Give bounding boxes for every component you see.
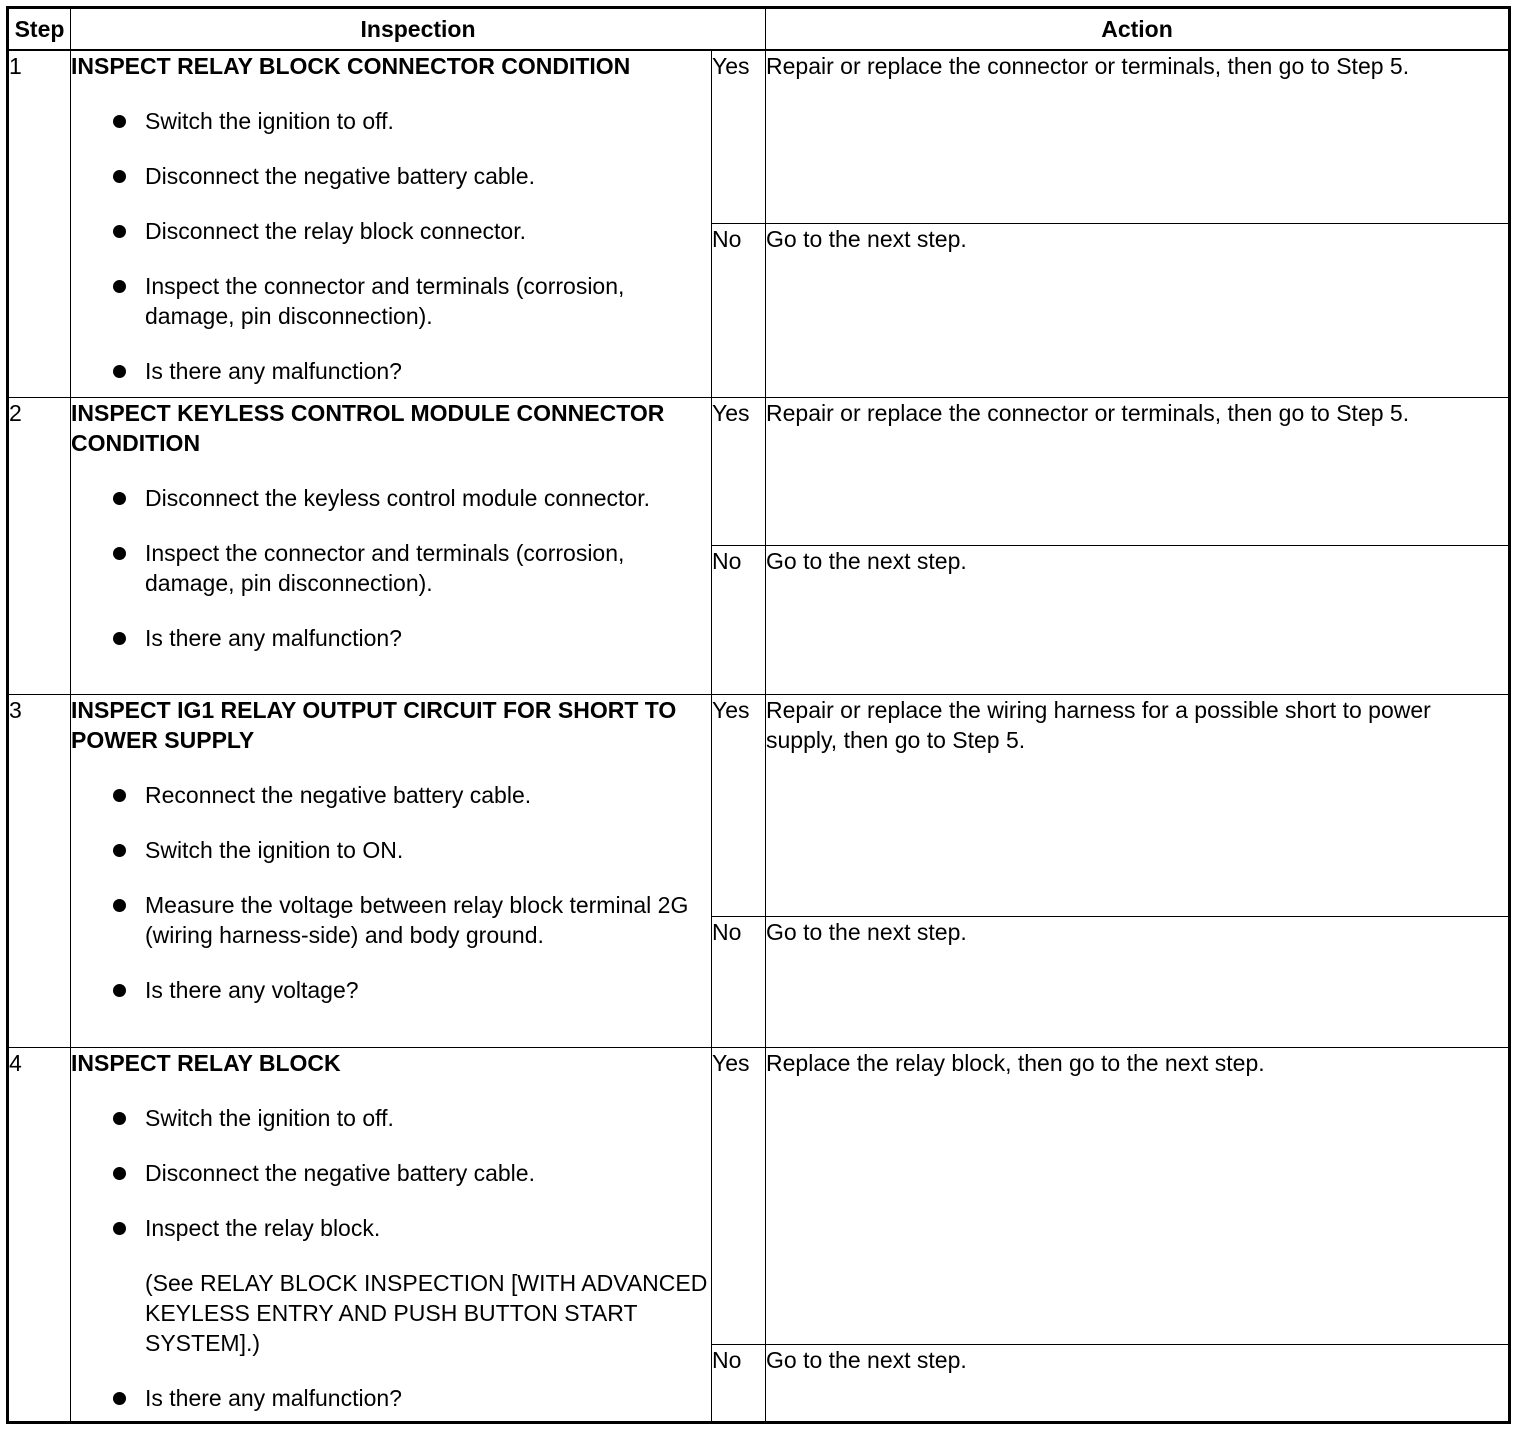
reference-note: (See RELAY BLOCK INSPECTION [WITH ADVANCED KEYLESS ENTRY AND PUSH BUTTON START SYSTEM].) (145, 1269, 708, 1356)
header-step: Step (8, 8, 71, 51)
yes-action: Repair or replace the connector or terminals, then go to Step 5. (766, 397, 1510, 545)
step-3-yes-row (8, 695, 1510, 917)
bullet-item: Switch the ignition to ON. (71, 835, 711, 865)
bullet-item: Disconnect the relay block connector. (71, 216, 711, 246)
inspection-title: INSPECT RELAY BLOCK (71, 1049, 341, 1076)
inspection-title: INSPECT IG1 RELAY OUTPUT CIRCUIT FOR SHORT TO POWER SUPPLY (71, 697, 677, 754)
inspection-bullets (71, 483, 711, 653)
step-1-yes-row (8, 50, 1510, 223)
no-action: Go to the next step. (766, 917, 1510, 1047)
bullet-item: Is there any malfunction? (71, 623, 711, 653)
step-number: 3 (8, 695, 71, 1047)
diagnostic-table (6, 6, 1511, 1424)
no-action: Go to the next step. (766, 546, 1510, 695)
bullet-item: Is there any voltage? (71, 975, 711, 1005)
inspection-cell (71, 695, 712, 1047)
no-label: No (712, 223, 766, 397)
inspection-cell (71, 1047, 712, 1422)
yes-action: Repair or replace the wiring harness for a possible short to power supply, then go to Step 5. (766, 695, 1510, 917)
bullet-item: Inspect the connector and terminals (corrosion, damage, pin disconnection). (71, 271, 711, 331)
bullet-item: Measure the voltage between relay block terminal 2G (wiring harness-side) and body ground. (71, 890, 711, 950)
bullet-item: Disconnect the negative battery cable. (71, 161, 711, 191)
bullet-item: Is there any malfunction? (71, 356, 711, 386)
bullet-item: Switch the ignition to off. (71, 106, 711, 136)
header-row (8, 8, 1510, 51)
inspection-cell (71, 50, 712, 397)
step-2-yes-row (8, 397, 1510, 545)
no-label: No (712, 917, 766, 1047)
yes-label: Yes (712, 695, 766, 917)
no-label: No (712, 546, 766, 695)
step-4-yes-row (8, 1047, 1510, 1344)
bullet-item: Disconnect the keyless control module connector. (71, 483, 711, 513)
inspection-bullets (71, 106, 711, 386)
header-inspection: Inspection (71, 8, 766, 51)
inspection-title: INSPECT RELAY BLOCK CONNECTOR CONDITION (71, 53, 631, 79)
no-action: Go to the next step. (766, 223, 1510, 397)
bullet-item: Is there any malfunction? (71, 1383, 711, 1413)
yes-action: Replace the relay block, then go to the next step. (766, 1047, 1510, 1344)
step-number: 1 (8, 50, 71, 397)
bullet-item: Switch the ignition to off. (71, 1103, 711, 1133)
step-number: 2 (8, 397, 71, 694)
yes-action: Repair or replace the connector or terminals, then go to Step 5. (766, 50, 1510, 223)
bullet-item: Inspect the relay block. (71, 1213, 711, 1243)
bullet-item: Reconnect the negative battery cable. (71, 780, 711, 810)
inspection-cell (71, 397, 712, 694)
yes-label: Yes (712, 397, 766, 545)
inspection-title: INSPECT KEYLESS CONTROL MODULE CONNECTOR CONDITION (71, 399, 665, 456)
bullet-item: Disconnect the negative battery cable. (71, 1158, 711, 1188)
inspection-bullets (71, 1103, 711, 1413)
header-action: Action (766, 8, 1510, 51)
no-label: No (712, 1344, 766, 1422)
yes-label: Yes (712, 1047, 766, 1344)
no-action: Go to the next step. (766, 1344, 1510, 1422)
step-number: 4 (8, 1047, 71, 1422)
bullet-item: Inspect the connector and terminals (corrosion, damage, pin disconnection). (71, 538, 711, 598)
yes-label: Yes (712, 50, 766, 223)
inspection-bullets (71, 780, 711, 1005)
